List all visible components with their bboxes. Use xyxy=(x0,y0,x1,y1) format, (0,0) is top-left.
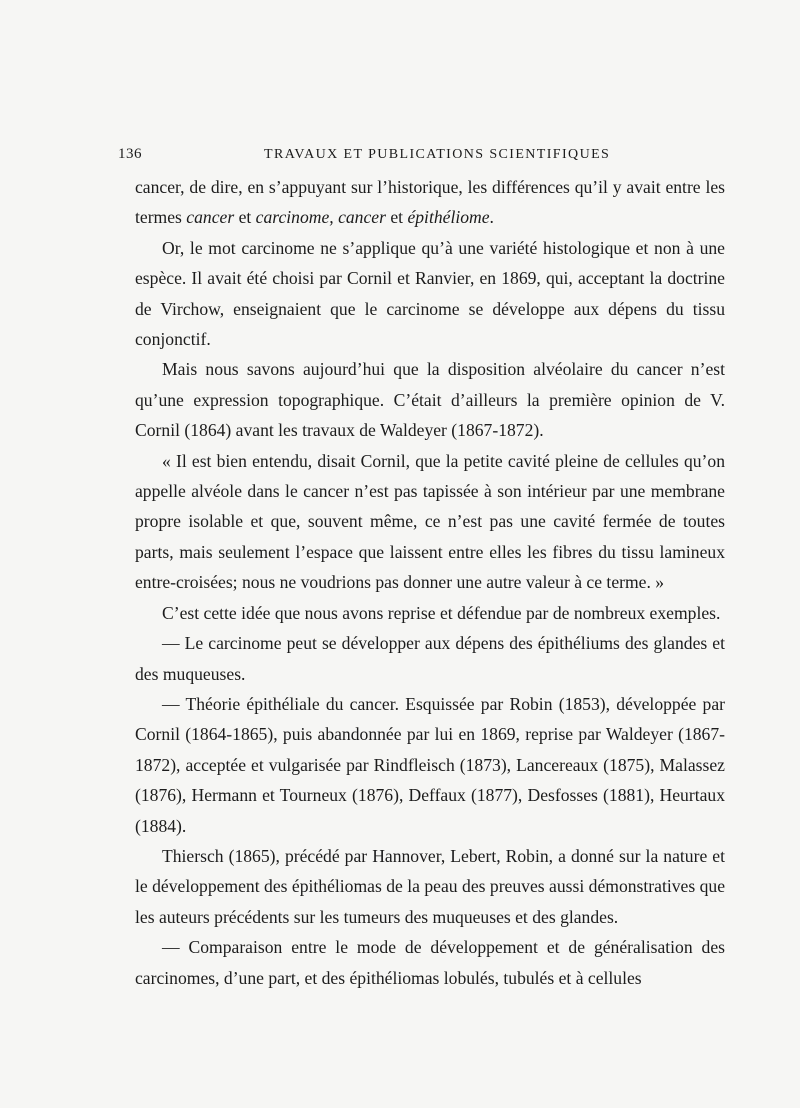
paragraph-1-end: . xyxy=(489,207,494,228)
connector-et-1: et xyxy=(234,207,256,228)
paragraph-2: Or, le mot carcinome ne s’applique qu’à une variété histologique et non à une espèce. Il avait été choisi par Cornil et Ranvier, en 1869, qui, acceptant la doctrine de Virchow, enseignaient que le carcinome se développe aux dépens du tissu conjonctif. xyxy=(135,237,725,350)
page-number: 136 xyxy=(118,146,142,162)
connector-et-2: et xyxy=(385,207,408,228)
paragraph-1 xyxy=(135,172,725,233)
paragraph-6: — Le carcinome peut se développer aux dépens des épithéliums des glandes et des muqueuses. xyxy=(135,633,725,684)
paragraph-8: Thiersch (1865), précédé par Hannover, Lebert, Robin, a donné sur la nature et le développement des épithéliomas de la peau des preuves aussi démonstratives que les auteurs précédents sur les tumeurs des muqueuses et des glandes. xyxy=(135,845,725,927)
body-text xyxy=(135,172,725,993)
term-cancer: cancer xyxy=(186,207,235,228)
running-title: TRAVAUX ET PUBLICATIONS SCIENTIFIQUES xyxy=(264,147,611,162)
paragraph-9: — Comparaison entre le mode de développement et de généralisation des carcinomes, d’une part, et des épithéliomas lobulés, tubulés et à cellules xyxy=(135,937,725,988)
paragraph-7: — Théorie épithéliale du cancer. Esquissée par Robin (1853), développée par Cornil (1864-1865), puis abandonnée par lui en 1869, reprise par Waldeyer (1867-1872), acceptée et vulgarisée par Rindfleisch (1873), Lancereaux (1875), Malassez (1876), Hermann et Tourneux (1876), Deffaux (1877), Desfosses (1881), Heurtaux (1884). xyxy=(135,693,725,836)
term-carcinome-cancer: carcinome, cancer xyxy=(255,207,386,228)
paragraph-4-quote: « Il est bien entendu, disait Cornil, que la petite cavité pleine de cellules qu’on appelle alvéole dans le cancer n’est pas tapissée à son intérieur par une membrane propre isolable et que, souvent même, ce n’est pas une cavité fermée de toutes parts, mais seulement l’espace que laissent entre elles les fibres du tissu lamineux entre-croisées; nous ne voudrions pas donner une autre valeur à ce terme. » xyxy=(135,450,725,593)
paragraph-5: C’est cette idée que nous avons reprise et défendue par de nombreux exemples. xyxy=(162,602,721,623)
page-header xyxy=(118,146,718,166)
paragraph-1-lead: cancer, de dire, en s’appuyant sur l’historique, les différences qu’il y avait entre les termes xyxy=(135,177,725,228)
paragraph-3: Mais nous savons aujourd’hui que la disposition alvéolaire du cancer n’est qu’une expression topographique. C’était d’ailleurs la première opinion de V. Cornil (1864) avant les travaux de Waldeyer (1867-1872). xyxy=(135,359,725,441)
term-epitheliome: épithéliome xyxy=(407,207,490,228)
